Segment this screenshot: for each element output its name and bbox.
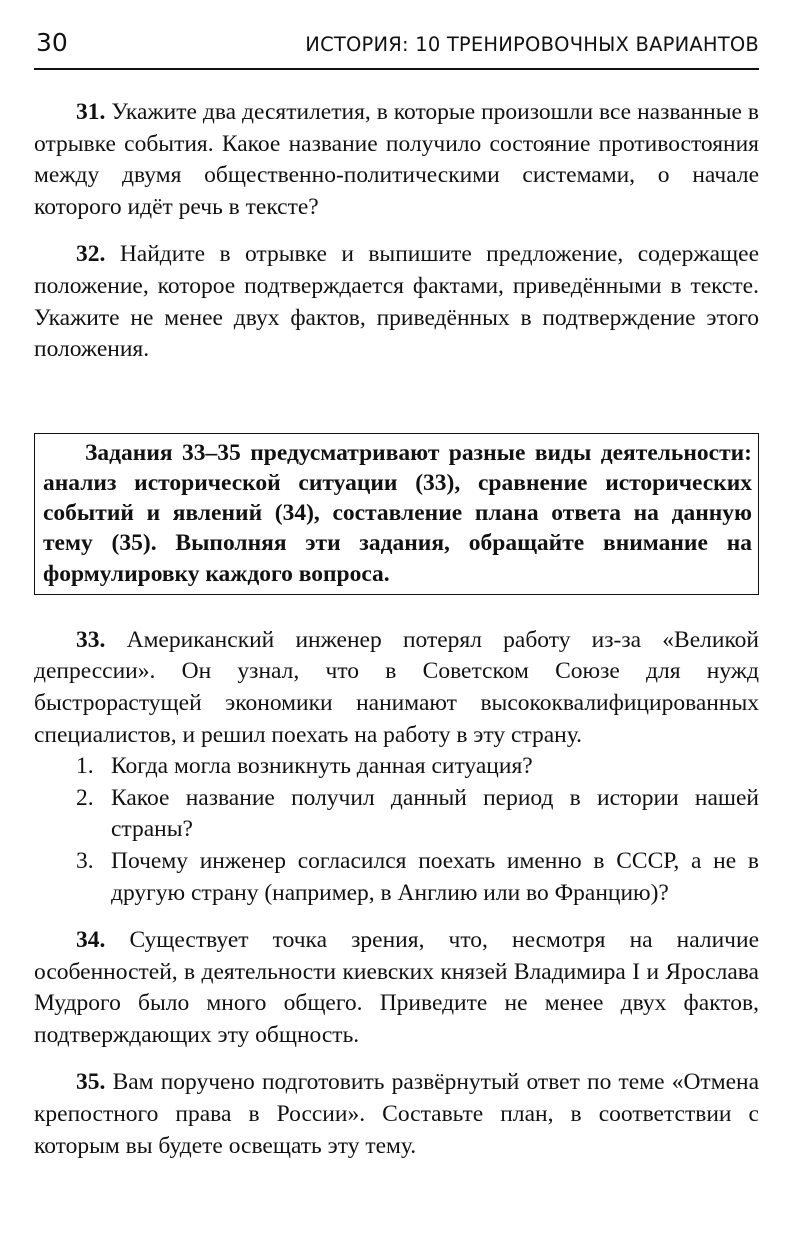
task-number: 35. (76, 1069, 106, 1096)
question-item (34, 783, 759, 846)
page-header (34, 0, 759, 70)
question-number: 1. (76, 753, 94, 780)
task-text: Вам поручено подготовить развёрнутый ответ по теме «Отмена крепостного права в России». Составьте план, в соответствии с которым вы будете освещать эту тему. (34, 1069, 760, 1159)
task-33 (34, 625, 759, 751)
task-number: 33. (76, 626, 106, 653)
question-item (34, 751, 759, 783)
task-text: Существует точка зрения, что, несмотря на наличие особенностей, в деятельности киевских князей Владимира I и Ярослава Мудрого было много общего. Приведите не менее двух фактов, подтверждающих эту общность. (34, 927, 760, 1048)
question-text: Какое название получил данный период в истории нашей страны? (111, 784, 759, 843)
question-item (34, 846, 759, 909)
task-text: Американский инженер потерял работу из-за «Великой депрессии». Он узнал, что в Советском Союзе для нужд быстрорастущей экономики нанимают высококвалифицированных специалистов, и решил поехать на работу в эту страну. (34, 626, 759, 748)
question-number: 2. (76, 784, 94, 811)
task-number: 32. (76, 241, 106, 268)
book-page (34, 0, 759, 1162)
task-text: Укажите два десятилетия, в которые произошли все названные в отрывке события. Какое название получило состояние противостояния между двумя общественно-политическими системами, о начале которого идёт речь в тексте? (34, 99, 759, 220)
running-title: ИСТОРИЯ: 10 ТРЕНИРОВОЧНЫХ ВАРИАНТОВ (305, 33, 759, 56)
task-33-questions (34, 751, 759, 909)
task-number: 31. (76, 99, 106, 125)
question-text: Когда могла возникнуть данная ситуация? (111, 753, 533, 780)
instructions-box (34, 433, 759, 595)
task-text: Найдите в отрывке и выпишите предложение, содержащее положение, которое подтверждается фактами, приведёнными в тексте. Укажите не менее двух фактов, приведённых в подтверждение этого положения. (34, 241, 759, 363)
task-31 (34, 97, 759, 223)
page-number: 30 (36, 28, 68, 57)
instructions-text: Задания 33–35 предусматривают разные виды деятельности: анализ исторической ситуации (33), сравнение исторических событий и явлений (34), составление плана ответа на данную тему (35). Выполняя эти задания, обращайте внимание на формулировку каждого вопроса. (43, 439, 752, 587)
task-32 (34, 239, 759, 365)
task-34 (34, 925, 759, 1051)
task-number: 34. (76, 927, 106, 954)
question-number: 3. (76, 847, 94, 874)
question-text: Почему инженер согласился поехать именно в СССР, а не в другую страну (например, в Англию или во Францию)? (111, 847, 759, 906)
task-35 (34, 1067, 759, 1162)
